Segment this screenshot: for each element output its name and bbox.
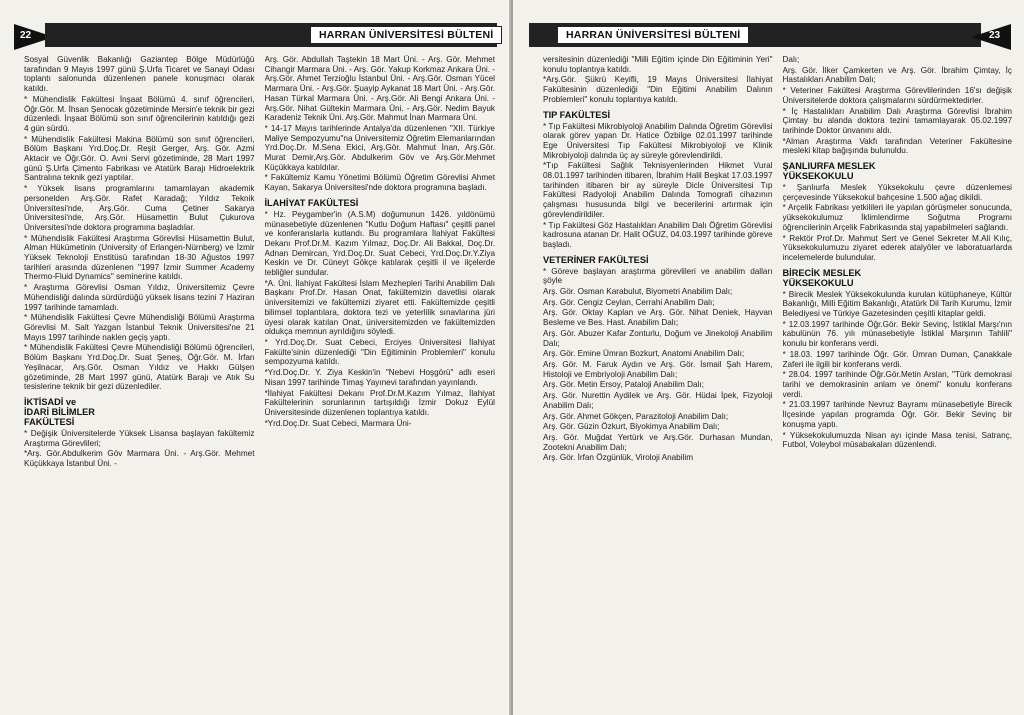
section-heading-line: TIP FAKÜLTESİ: [543, 109, 611, 120]
paragraph: * Değişik Üniversitelerde Yüksek Lisansa başlayan fakültemiz Araştırma Görevlileri;: [24, 428, 255, 448]
paragraph: Arş. Gör. Cengiz Ceylan, Cerrahi Anabilim Dalı;: [543, 297, 715, 307]
paragraph: * Fakültemiz Kamu Yönetimi Bölümü Öğretim Görevlisi Ahmet Kayan, Sakarya Üniversitesi'nde doktora programına başladı.: [264, 173, 495, 193]
paragraph: * Yrd.Doç.Dr. Suat Cebeci, Erciyes Üniversitesi İlahiyat Fakülte'sinin düzenlediği "Din Eğitiminin Problemleri" konulu sempozyuma katıldı.: [264, 337, 495, 367]
header-title: HARRAN ÜNİVERSİTESİ BÜLTENİ: [310, 26, 502, 44]
paragraph: Arş. Gör. Osman Karabulut, Biyometri Anabilim Dalı;: [543, 287, 733, 297]
paragraph: * Rektör Prof.Dr. Mahmut Sert ve Genel Sekreter M.Ali Kılıç, Yüksekokulumuzu ziyaret ederek atalyöler ve laboratuarlarda incelemelerde bulundular.: [782, 233, 1012, 262]
column-2: [265, 55, 496, 709]
paragraph: Arş. Gör. Güzin Özkurt, Biyokimya Anabilim Dalı;: [543, 422, 720, 432]
text-columns: [24, 55, 495, 709]
section-heading: [543, 110, 773, 120]
column-1: [24, 55, 255, 709]
paragraph: * Göreve başlayan araştırma görevlileri ve anabilim dalları şöyle: [543, 266, 773, 286]
paragraph: Arş. Gör. İlker Çamkerten ve Arş. Gör. İbrahim Çimtay, İç Hastalıkları Anabilim Dalı;: [782, 65, 1012, 85]
left-page: [0, 0, 511, 715]
section-heading: [24, 397, 255, 427]
paragraph: * Tıp Fakültesi Göz Hastalıkları Anabilim Dalı Öğretim Görevlisi kadrosuna atanan Dr. Halit OĞUZ, 04.03.1997 tarihinde göreve başladı.: [543, 220, 773, 249]
paragraph: *Yrd.Doç.Dr. Y. Ziya Keskin'in "Nebevi Hoşgörü" adlı eseri Nisan 1997 tarihinde Timaş Yayınevi tarafından yayınlandı.: [264, 368, 495, 387]
paragraph: *Alman Araştırma Vakfı tarafından Veteriner Fakültesine mesleki kitap bağışında bulunuldu.: [782, 136, 1012, 156]
page-number-badge: [971, 24, 1011, 50]
paragraph: * 14-17 Mayıs tarihlerinde Antalya'da düzenlenen "XII. Türkiye Maliye Sempozyumu"na Üniversitemiz Öğretim Elemanlarından Yrd.Doç.Dr. M.Sena Ekici, Arş.Gör. Mahmut İnan, Arş.Gör. Murat Demir,Arş.Gör. Abdulkerim Göv ve Arş.Gör.Mehmet Küçükkaya katıldılar.: [264, 123, 495, 172]
paragraph: *Arş.Gör. Şükrü Keyifli, 19 Mayıs Üniversitesi İlahiyat Fakültesinin düzenlediği "Din Eğitimi Anabilim Dalının Problemleri" konulu toplantıya katıldı.: [543, 75, 773, 104]
paragraph: Arş. Gör. Nurettin Aydilek ve Arş. Gör. Hüdai İpek, Fizyoloji Anabilim Dalı;: [543, 391, 773, 410]
section-heading-line: ŞANLIURFA MESLEK: [782, 161, 876, 172]
paragraph: Arş. Gör. Oktay Kaplan ve Arş. Gör. Nihat Deniek, Hayvan Besleme ve Bes. Hast. Anabilim Dalı;: [543, 308, 773, 328]
paragraph: Arş. Gör. İrfan Özgünlük, Viroloji Anabilim: [543, 453, 694, 463]
paragraph: * Araştırma Görevlisi Osman Yıldız, Üniversitemiz Çevre Mühendisliği dalında sürdürdüğü yüksek lisans tezini 7 Haziran 1997 tarihinde tamamladı.: [24, 283, 255, 312]
section-heading-line: YÜKSEKOKULU: [782, 277, 854, 288]
section-heading-line: İKTİSADİ ve: [24, 396, 77, 407]
section-heading: [783, 268, 1013, 288]
paragraph: Dalı;: [782, 55, 800, 64]
paragraph: Arş. Gör. Abdullah Taştekin 18 Mart Üni. - Arş. Gör. Mehmet Cihangir Marmara Üni. - Arş. Gör. Yakup Korkmaz Ankara Üni. - Arş.Gör. Ahmet Terzioğlu İstanbul Üni. - Arş.Gör. Osman Yücel Marmara Üni. - Arş.Gör. Şuayip Aykanat 18 Mart Üni. - Arş.Gör. Hasan Türkal Marmara Üni. - Arş.Gör. Ali Bengi Ankara Üni. - Arş.Gör. Nihat Gültekin Marmara Üni. - Arş.Gör. Nedim Bayuk Karadeniz Teknik Üni. Arş.Gör. Mahmut İnan Marmara Üni.: [264, 55, 495, 123]
paragraph: *İlahiyat Fakültesi Dekanı Prof.Dr.M.Kazım Yılmaz, İlahiyat Fakültelerinin sorunlarının tartışıldığı İzmir Dokuz Eylül Üniversitesinde düzenlenen toplantıya katıldı.: [264, 388, 495, 417]
section-heading-line: BİRECİK MESLEK: [782, 267, 862, 278]
paragraph: Arş. Gör. M. Faruk Aydın ve Arş. Gör. İsmail Şah Harem, Histoloji ve Embriyoloji Anabilim Dalı;: [543, 359, 773, 379]
header-title: HARRAN ÜNİVERSİTESİ BÜLTENİ: [557, 26, 749, 44]
paragraph: * Veteriner Fakültesi Araştırma Görevlilerinden 16'sı değişik Üniversitelerde doktora çalışmalarını sürdürmektedirler.: [782, 86, 1012, 105]
section-heading-line: VETERİNER FAKÜLTESİ: [543, 254, 649, 265]
section-heading: [265, 198, 496, 208]
paragraph: * Birecik Meslek Yüksekokulunda kurulan kütüphaneye, Kültür Bakanlığı, Milli Eğitim Bakanlığı, Atatürk Dil Tarih Kurumu, İzmir Belediyesi ve Türkiye Gazetesinden çeşitli kitaplar geldi.: [782, 289, 1012, 319]
column-1: [543, 55, 773, 709]
paragraph: * İç Hastalıkları Anabilim Dalı Araştırma Görevlisi İbrahim Çimtay bu alanda doktora tezini tamamlayarak 05.02.1997 tarihinde Doktor ünvanını aldı.: [782, 106, 1012, 135]
paragraph: Arş. Gör. Abuzer Kafar Zonturlu, Doğum ve Jinekoloji Anabilim Dalı;: [543, 328, 773, 348]
paragraph: * 12.03.1997 tarihinde Öğr.Gör. Bekir Sevinç, İstiklal Marşı'nın kabulünün 76. yılı münasebetiyle İstiklal Marşının Tahlili" konulu bir konferans verdi.: [782, 319, 1012, 349]
paragraph: versitesinin düzenlediği "Milli Eğitim içinde Din Eğitiminin Yeri" konulu toplantıya katıldı.: [543, 55, 773, 74]
paragraph: * Mühendislik Fakültesi Makina Bölümü son sınıf öğrencileri, Bölüm Başkanı Yrd.Doç.Dr. Reşit Gerger, Arş. Gör. Azmi Aktacir ve Öğr.Gör. O. Avni Servi gözetiminde, 28 Mart 1997 günü Ş.Urfa Çimento Fabrikası ve Atatürk Barajı Hidroelektrik Santralına teknik gezi yaptılar.: [24, 134, 255, 183]
paragraph: Arş. Gör. Metin Ersoy, Pataloji Anabilim Dalı;: [543, 380, 704, 390]
section-heading-line: İDARİ BİLİMLER: [24, 406, 95, 417]
right-page: [513, 0, 1024, 715]
paragraph: * Yüksekokulumuzda Nisan ayı içinde Masa tenisi, Satranç, Futbol, Voleybol müsabakaları düzenlendi.: [782, 430, 1012, 450]
header-bar: [45, 23, 497, 47]
paragraph: * Tıp Fakültesi Mikrobiyoloji Anabilim Dalında Öğretim Görevlisi olarak görev yapan Dr. Hatice Özbilge 02.01.1997 tarihinde Ege Üniversitesi Tıp Fakültesi Mikrobiyoloji ve Klinik Mikrobiyoloji dalında üç ay süreyle görevlendirildi.: [543, 121, 773, 160]
paragraph: Arş. Gör. Emine Ümran Bozkurt, Anatomi Anabilim Dalı;: [543, 349, 745, 359]
paragraph: * Mühendislik Fakültesi Çevre Mühendisliği Bölümü Araştırma Görevlisi M. Salt Yazgan İstanbul Teknik Üniversitesi'ne 21 Mayıs 1997 tarihinde naklen geçiş yaptı.: [24, 313, 255, 342]
paragraph: Arş. Gör. Muğdat Yertürk ve Arş.Gör. Durhasan Mundan, Zootekni Anabilim Dalı;: [543, 432, 773, 452]
header-bar: [529, 23, 981, 47]
paragraph: *A. Üni. İlahiyat Fakültesi İslam Mezhepleri Tarihi Anabilim Dalı Başkanı Prof.Dr. Hasan Onat, fakültemizin davetlisi olarak üniversitemizi ve fakültemizi ziyaret etti. Fakültemizde çeşitli bilimsel toplantılara, doktora tezi ve yeterlilik sınavlarına jüri üyesi olarak katılan Onat, üniversitemizden ve fakültemizden oldukça memnun ayrıldığını söyledi.: [264, 278, 495, 337]
paragraph: * 18.03. 1997 tarihinde Öğr. Gör. Ümran Duman, Çanakkale Zaferi ile ilgili bir konferans verdi.: [782, 349, 1012, 369]
paragraph: * 28.04. 1997 tarihinde Öğr.Gör.Metin Arslan, "Türk demokrasi tarihi ve demokrasinin anlam ve önemi" konulu konferans verdi.: [782, 370, 1012, 399]
paragraph: * Hz. Peygamber'in (A.S.M) doğumunun 1426. yıldönümü münasebetiyle düzenlenen "Kutlu Doğum Haftası" çeşitli panel ve konferanslarla kutlandı. Bu programlara İlahiyat Fakültesi Dekanı Prof.Dr.M. Kazım Yılmaz, Doç.Dr. Ali Bakkal, Doç.Dr. Adnan Demircan, Yrd.Doç.Dr. Suat Cebeci, Yrd.Doç.Dr.Y.Ziya Keskin ve Dr. Cüneyt Gökçe katılarak çeşitli il ve ilçelerde tebliğler sundular.: [264, 209, 495, 278]
paragraph: *Arş. Gör.Abdulkerim Göv Marmara Üni. - Arş.Gör. Mehmet Küçükkaya İstanbul Üni. -: [24, 449, 255, 469]
paragraph: * Mühendislik Fakültesi Araştırma Görevlisi Hüsamettin Bulut, Alman Hükümetinin (University of Erlangen-Nürnberg) ve İzmir Yüksek Teknoloji Enstitüsü tarafından 18-30 Ağustos 1997 tarihleri arasında düzenlenen "1997 İzmir Summer Academy Thermo-Fluid Dynamics" seminerine katıldı.: [24, 233, 255, 282]
column-2: [783, 55, 1013, 709]
section-heading-line: İLAHİYAT FAKÜLTESİ: [264, 197, 359, 208]
paragraph: *Yrd.Doç.Dr. Suat Cebeci, Marmara Üni-: [264, 418, 412, 428]
paragraph: Arş. Gör. Ahmet Gökçen, Parazitoloji Anabilim Dalı;: [543, 411, 729, 421]
page-number: 22: [20, 30, 32, 41]
paragraph: * 21.03.1997 tarihinde Nevruz Bayramı münasebetiyle Birecik İlçesinde yapılan programda Öğr. Gör. Bekir Sevinç bir konuşma yaptı.: [782, 400, 1012, 429]
section-heading-line: YÜKSEKOKULU: [782, 171, 854, 182]
paragraph: * Arçelik Fabrikası yetkilileri ile yapılan görüşmeler sonucunda, yüksekokulumuz İklimlendirme Soğutma Programı öğrencilerinin Arçelik Fabrikasında staj yapabilmeleri sağlandı.: [782, 203, 1012, 232]
section-heading: [543, 255, 773, 265]
text-columns: [543, 55, 1012, 709]
section-heading: [783, 161, 1013, 181]
paragraph: Sosyal Güvenlik Bakanlığı Gaziantep Bölge Müdürlüğü tarafından 9 Mayıs 1997 günü Ş.Urfa Ticaret ve Sanayi Odası toplantı salonunda düzenlenen panele konuşmacı olarak katıldı.: [24, 55, 255, 94]
section-heading-line: FAKÜLTESİ: [24, 416, 75, 427]
paragraph: * Yüksek lisans programlarını tamamlayan akademik personelden Arş.Gör. Rafet Karadağ; Yıldız Teknik Üniversitesi'nde, Arş.Gör. Cuma Çetiner Sakarya Üniversitesi'nde, Arş.Gör. Hüsamettin Bulut Çukurova Üniversitesi'nde doktora programına başladılar.: [24, 184, 255, 232]
paragraph: *Tıp Fakültesi Sağlık Teknisyenlerinden Hikmet Vural 08.01.1997 tarihinden itibaren, İbrahim Halil Beşkat 17.03.1997 tarihinden itibaren bir ay süreyle Dicle Üniversitesi Tıp Fakültesi Radyoloji Anabilim Dalında Tomografi cihazının çalışması hususunda bilgi ve becerilerini artırmak için görevlendirildiler.: [543, 161, 773, 219]
paragraph: * Mühendislik Fakültesi Çevre Mühendisliği Bölümü öğrencileri, Bölüm Başkanı Yrd.Doç.Dr. Suat Şeneş, Öğr.Gör. M. İrfan Yeşilnacar, Arş.Gör. Osman Yıldız ve Hakkı Gülşen gözetiminde, 28 Mart 1997 günü, Atatürk Barajı ve Atık Su tesislerine teknik bir gezi düzenlediler.: [24, 343, 255, 392]
page-number: 23: [989, 30, 1001, 41]
paragraph: * Şanlıurfa Meslek Yüksekokulu çevre düzenlemesi çerçevesinde Yüksekokul bahçesine 1.500 ağaç dikildi.: [782, 183, 1012, 202]
paragraph: * Mühendislik Fakültesi İnşaat Bölümü 4. sınıf öğrencileri, Öğr.Gör. M. İhsan Şenocak gözetiminde Mersin'e teknik bir gezi düzenledi. İnşaat Bölümü son sınıf öğrencilerinin katıldığı gezi 4 gün sürdü.: [24, 94, 255, 133]
